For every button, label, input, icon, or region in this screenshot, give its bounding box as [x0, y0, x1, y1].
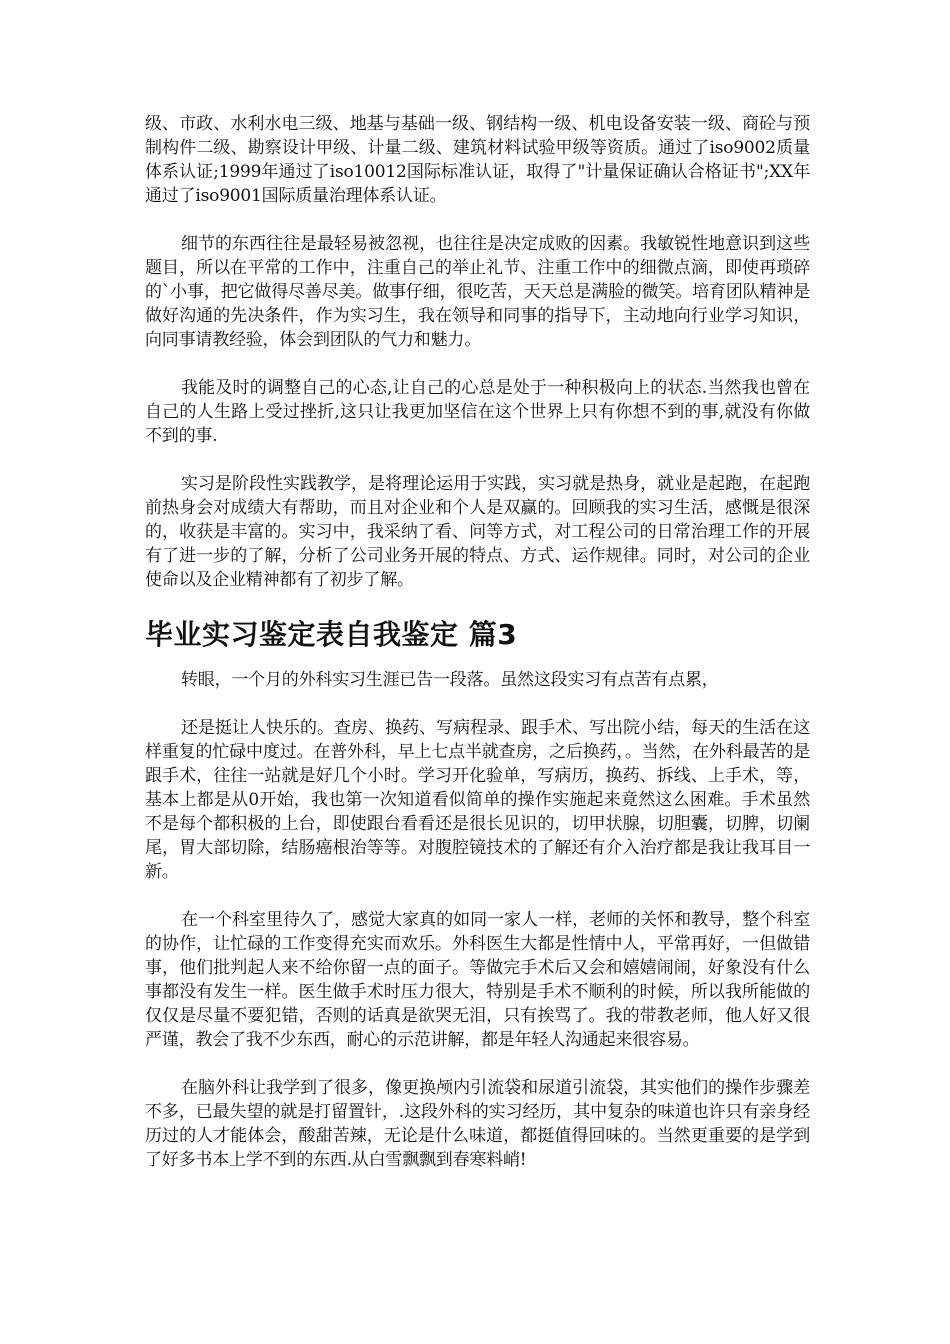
paragraph-surgery-routine: 还是挺让人快乐的。查房、换药、写病程录、跟手术、写出院小结，每天的生活在这样重复的忙碌中度过。在普外科，早上七点半就查房，之后换药，。当然，在外科最苦的是跟手术，往往一站就是好几个小时。学习开化验单，写病历，换药、拆线、上手术，等，基本上都是从0开始，我也第一次知道看似简单的操作实施起来竟然这么困难。手术虽然不是每个都积极的上台，即使跟台看看还是很长见识的，切甲状腺，切胆囊，切脾，切阑尾，胃大部切除，结肠癌根治等等。对腹腔镜技术的了解还有介入治疗都是我让我耳目一新。 — [145, 718, 810, 882]
paragraph-intro: 转眼，一个月的外科实习生涯已告一段落。虽然这段实习有点苦有点累， — [181, 670, 719, 690]
document-page — [145, 112, 810, 1196]
paragraph-qualifications: 级、市政、水利水电三级、地基与基础一级、钢结构一级、机电设备安装一级、商砼与预制构件二级、勘察设计甲级、计量二级、建筑材料试验甲级等资质。通过了iso9002质量体系认证;1999年通过了iso10012国际标准认证，取得了"计量保证确认合格证书";XX年通过了iso9001国际质量治理体系认证。 — [145, 114, 810, 206]
paragraph-neurosurgery: 在脑外科让我学到了很多，像更换颅内引流袋和尿道引流袋，其实他们的操作步骤差不多，已最失望的就是打留置针，.这段外科的实习经历，其中复杂的味道也许只有亲身经历过的人才能体会，酸甜苦辣，无论是什么味道，都挺值得回味的。当然更重要的是学到了好多书本上学不到的东西.从白雪飘飘到春寒料峭! — [145, 1078, 810, 1170]
paragraph-department-team: 在一个科室里待久了，感觉大家真的如同一家人一样，老师的关怀和教导，整个科室的协作，让忙碌的工作变得充实而欢乐。外科医生大都是性情中人，平常再好，一但做错事，他们批判起人来不给你留一点的面子。等做完手术后又会和嬉嬉闹闹，好象没有什么事都没有发生一样。医生做手术时压力很大，特别是手术不顺利的时候，所以我所能做的仅仅是尽量不要犯错，否则的话真是欲哭无泪，只有挨骂了。我的带教老师，他人好又很严谨，教会了我不少东西，耐心的示范讲解，都是年轻人沟通起来很容易。 — [145, 910, 810, 1050]
paragraph-details: 细节的东西往往是最轻易被忽视，也往往是决定成败的因素。我敏锐性地意识到这些题目，所以在平常的工作中，注重自己的举止礼节、注重工作中的细微点滴，即使再琐碎的`小事，把它做得尽善尽美。做事仔细，很吃苦，天天总是满脸的微笑。培育团队精神是做好沟通的先决条件，作为实习生，我在领导和同事的指导下，主动地向行业学习知识，向同事请教经验，体会到团队的气力和魅力。 — [145, 234, 810, 350]
paragraph-internship-summary: 实习是阶段性实践教学，是将理论运用于实践，实习就是热身，就业是起跑，在起跑前热身会对成绩大有帮助，而且对企业和个人是双赢的。回顾我的实习生活，感慨是很深的，收获是丰富的。实习中，我采纳了看、问等方式，对工程公司的日常治理工作的开展有了进一步的了解，分析了公司业务开展的特点、方式、运作规律。同时，对公司的企业使命以及企业精神都有了初步了解。 — [145, 474, 810, 590]
section-heading: 毕业实习鉴定表自我鉴定 篇3 — [145, 618, 518, 651]
paragraph-mindset: 我能及时的调整自己的心态,让自己的心总是处于一种积极向上的状态.当然我也曾在自己的人生路上受过挫折,这只让我更加坚信在这个世界上只有你想不到的事,就没有你做不到的事. — [145, 378, 810, 446]
